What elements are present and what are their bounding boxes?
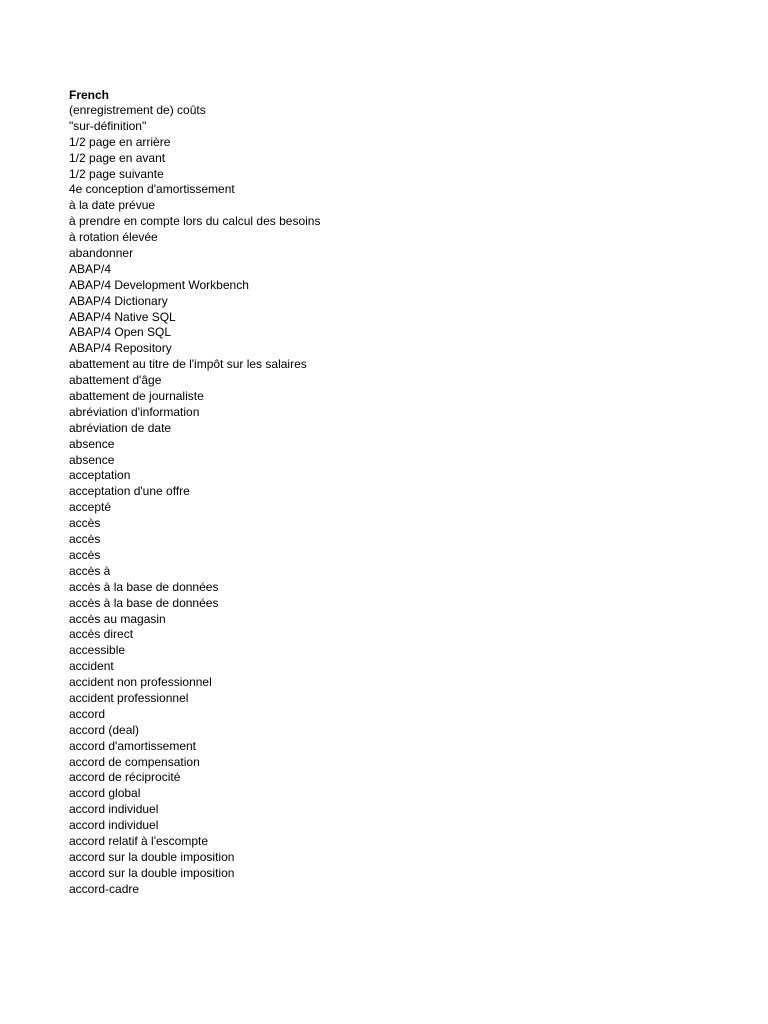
term-entry: accident non professionnel: [69, 675, 212, 690]
term-entry: accès: [69, 547, 101, 562]
term-entry: à la date prévue: [69, 198, 156, 213]
term-entry: ABAP/4 Native SQL: [69, 309, 176, 324]
term-entry: ABAP/4 Dictionary: [69, 293, 168, 308]
term-entry: absence: [69, 436, 115, 451]
term-list: [69, 103, 749, 898]
term-entry: 1/2 page suivante: [69, 166, 164, 181]
term-entry: 4e conception d'amortissement: [69, 182, 235, 197]
term-entry: ABAP/4: [69, 261, 112, 276]
term-entry: accepté: [69, 500, 112, 515]
term-entry: accord de réciprocité: [69, 770, 181, 785]
term-entry: 1/2 page en arrière: [69, 134, 171, 149]
term-entry: "sur-définition": [69, 118, 147, 133]
term-entry: ABAP/4 Development Workbench: [69, 277, 249, 292]
term-entry: accès à: [69, 563, 111, 578]
term-entry: accord: [69, 706, 106, 721]
term-entry: abattement de journaliste: [69, 389, 204, 404]
term-entry: acceptation d'une offre: [69, 484, 190, 499]
term-entry: abandonner: [69, 246, 134, 261]
column-heading: French: [69, 88, 110, 102]
term-entry: abattement au titre de l'impôt sur les salaires: [69, 357, 307, 372]
term-entry: accord-cadre: [69, 881, 140, 896]
term-entry: accident: [69, 659, 114, 674]
term-entry: abréviation d'information: [69, 404, 200, 419]
term-entry: abréviation de date: [69, 420, 172, 435]
term-entry: accès à la base de données: [69, 595, 219, 610]
document-page: [69, 87, 749, 898]
term-entry: accord sur la double imposition: [69, 865, 235, 880]
term-entry: accès à la base de données: [69, 579, 219, 594]
term-entry: accessible: [69, 643, 126, 658]
term-entry: accès: [69, 516, 101, 531]
term-entry: accord (deal): [69, 722, 140, 737]
term-entry: acceptation: [69, 468, 131, 483]
term-entry: accès au magasin: [69, 611, 166, 626]
term-entry: accord de compensation: [69, 754, 200, 769]
term-entry: à rotation élevée: [69, 230, 158, 245]
term-entry: accord global: [69, 786, 141, 801]
term-entry: (enregistrement de) coûts: [69, 103, 206, 117]
term-entry: accès direct: [69, 627, 134, 642]
term-entry: accord d'amortissement: [69, 738, 197, 753]
term-entry: abattement d'âge: [69, 373, 162, 388]
term-entry: accord sur la double imposition: [69, 849, 235, 864]
term-entry: accord individuel: [69, 802, 159, 817]
term-entry: accord relatif à l'escompte: [69, 833, 209, 848]
term-entry: à prendre en compte lors du calcul des besoins: [69, 214, 321, 229]
term-entry: accès: [69, 532, 101, 547]
term-entry: absence: [69, 452, 115, 467]
term-entry: ABAP/4 Open SQL: [69, 325, 172, 340]
term-entry: ABAP/4 Repository: [69, 341, 172, 356]
term-entry: 1/2 page en avant: [69, 150, 166, 165]
term-entry: accord individuel: [69, 818, 159, 833]
term-entry: accident professionnel: [69, 690, 189, 705]
